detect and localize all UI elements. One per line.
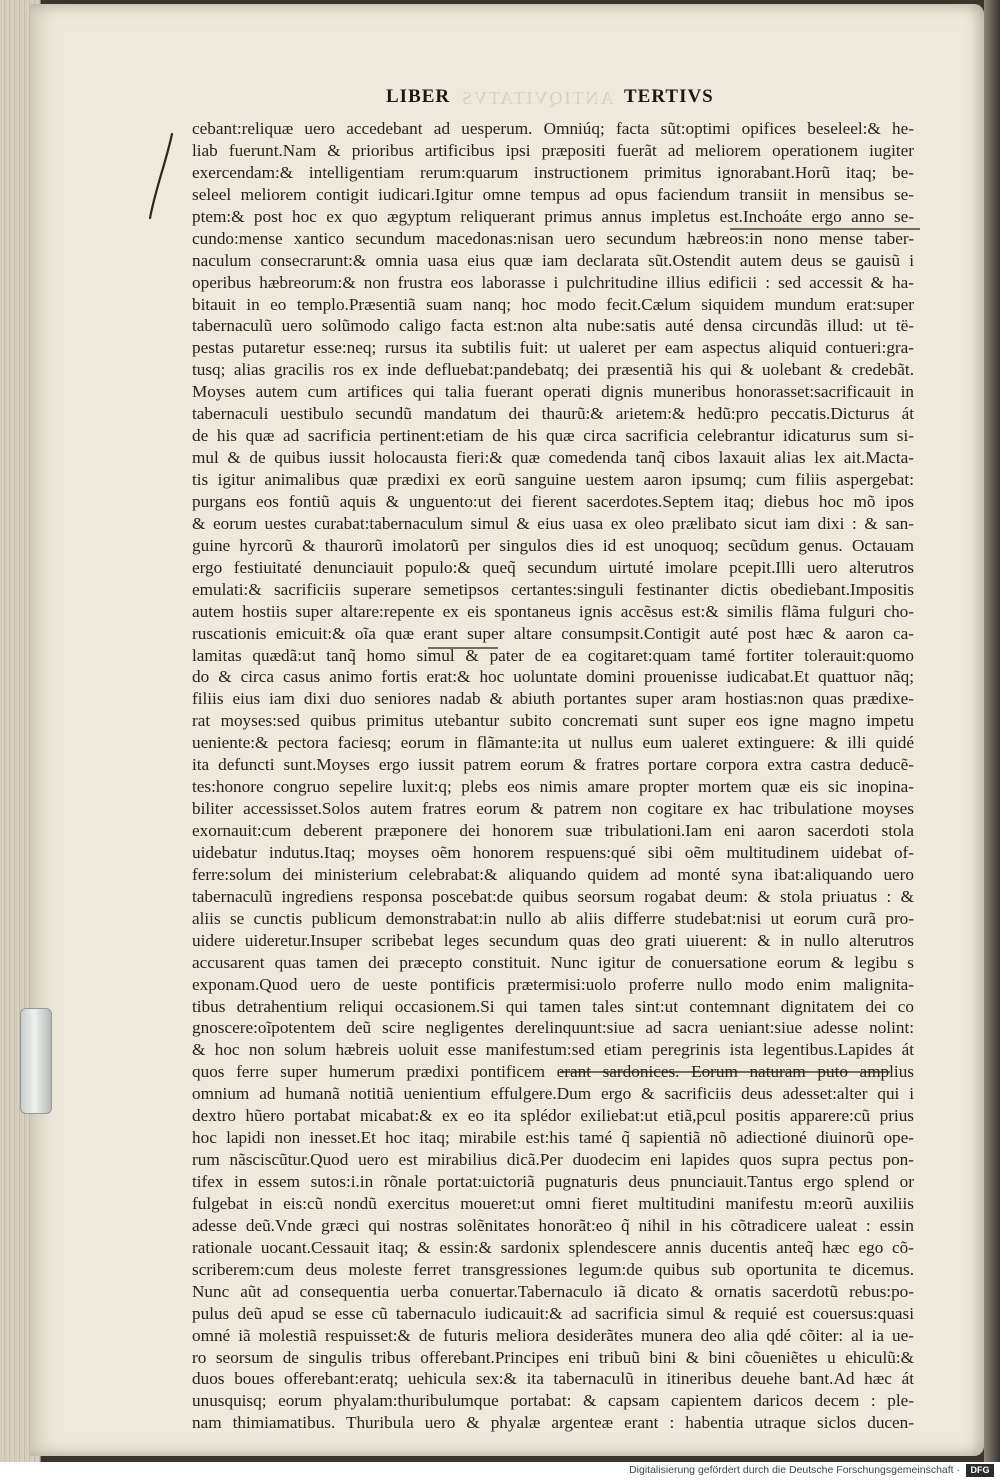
body-text — [192, 118, 914, 1433]
text-line: tes:honore congruo sepelire luxit:q; plebs eos nimis amare propter mortem quæ eis sic inopina- — [192, 777, 914, 797]
page-clip — [20, 1008, 52, 1114]
text-line: gnoscere:oĩpotentem deũ scire negligentes derelinquunt:siue ad sacra ueniant:siue adesse nolint: — [192, 1018, 914, 1038]
text-line: seleel meliorem contigit iudicari.Igitur omne tempus ad opus faciendum transiit in mensibus se- — [192, 184, 914, 204]
margin-annotation-mark — [142, 132, 182, 222]
text-line: pulus deũ apud se esse cũ tabernaculo iudicauit:& ad sacrificia simul & requié est couersus:quasi — [192, 1303, 914, 1323]
text-line: lamitas quædã:ut tanq̃ homo simul & pater de ea cogitaret:quam tamé fortiter tolerauit:quomo — [192, 645, 914, 665]
text-line: cebant:reliquæ uero accedebant ad uesperum. Omniúq; facta sũt:optimi opifices beseleel:& he- — [192, 119, 914, 138]
text-line: omné iã molestiã respuisset:& de futuris meliora desiderãtes munera deo alia qdé cõiter: al ia ue- — [192, 1325, 914, 1345]
text-line: nam thimiamatibus. Thuribula uero & phyalæ argenteæ erant : habentia utraque siclos ducen- — [192, 1413, 914, 1433]
text-line: operibus hæbreorum:& non frustra eos laborasse i pulchritudine illius edificii : sed accessit & ha- — [192, 272, 914, 292]
text-line: tis igitur animalibus quæ prædixi ex eorũ sanguine uestem aaron ipsumq; cum filiis aspergebat: — [192, 470, 914, 489]
digitization-credit: Digitalisierung gefördert durch die Deutsche Forschungsgemeinschaft · — [629, 1464, 960, 1476]
text-line: bitauit in eo templo.Præsentiã suam nanq; hoc modo fecit.Cælum siquidem mundum erat:super — [192, 294, 914, 314]
text-line: tabernaculũ uero solũmodo caligo facta est:non alta nube:satis auté densa circundãs illud: ut të- — [192, 316, 914, 336]
text-line: tusq; alias gracilis ros ex inde defluebat:pandebatq; dei præsentiã his qui & uolebant & credebãt. — [192, 360, 914, 380]
text-line: dextro hũero portabat micabat:& ex eo ita splédor exiliebat:ut etiã,pcul positis apparere:cũ prius — [192, 1106, 914, 1126]
running-head — [380, 86, 720, 114]
text-line: ruscationis emicuit:& oĩa quæ erant super altare consumpsit.Contigit auté post hæc & aaron ca- — [192, 623, 914, 643]
text-line: Moyses autem cum artifices qui talia fuerant operati dignis muneribus honorasset:sacrificauit in — [192, 382, 914, 402]
text-line: fulgebat in eis:cũ nondũ exercitus moueret:ut omni fieret multitudini manifestu m:eorũ auxiliis — [192, 1193, 914, 1213]
text-line: scriberem:cum deus moleste ferret transgressiones legum:de quibus sub oportunita te dicemus. — [192, 1259, 914, 1279]
text-line: uidere uideretur.Insuper scribebat leges secundum quas deo grati uiuerent: & in nullo alterutros — [192, 930, 914, 950]
text-line: ptem:& post hoc ex quo ægyptum reliquerant primus annus impletus est.Inchoáte ergo anno se- — [192, 206, 914, 226]
text-line: do & circa casus animo fortis erat:& hoc uoluntate domini prouenisse iudicabat.Et quattuor nãq; — [192, 667, 914, 687]
text-line: purgans eos fontiũ aquis & unguento:ut dei fierent sacerdotes.Septem itaq; diebus hoc mõ ipos — [192, 491, 914, 511]
text-line: duos boues offerebant:eratq; uehicula sex:& ita tabernaculũ in itineribus deuehe bant.Ad hæc át — [192, 1369, 914, 1389]
text-line: tibus detrahentium reliqui occasionem.Si qui tamen tales sint:ut contemnant dignitatem dei co — [192, 996, 914, 1016]
text-line: exercendam:& intelligentiam rerum:quarum instructionem primitus ignorabant.Horũ itaq; be- — [192, 162, 914, 182]
text-line: rat moyses:sed quibus primitus utebantur subito concremati sunt super eos igne magno impetu — [192, 711, 914, 731]
text-line: emulati:& sacrificiis superare semetipsos certantes:singuli festinanter dictis obediebant.Impositis — [192, 579, 914, 599]
text-line: cundo:mense xantico secundum macedonas:nisan uero secundum hæbreos:in nono mense taber- — [192, 228, 914, 248]
text-line: quos ferre super humerum prædixi pontificem erant sardonices. Eorum naturam puto amplius — [192, 1062, 914, 1082]
text-line: guine hyrcorũ & thaurorũ imolatorũ per singulos dies id est unoquoq; secũdum genus. Octauam — [192, 535, 914, 555]
text-line: rationale uocant.Cessauit itaq; & essin:& sardonix splendescere annis ducentis anteq̃ hæc ego cõ- — [192, 1237, 914, 1257]
show-through-text: ANTIQVITATVS — [460, 88, 614, 108]
text-line: adesse deũ.Vnde græci qui nostras solẽnitates honorãt:eo q̃ nihil in his cõtradicere ualeat : essin — [192, 1215, 914, 1235]
text-line: & hoc non solum hæbreis uoluit esse manifestum:sed etiam peregrinis ista legentibus.Lapides át — [192, 1040, 914, 1060]
text-line: de his quæ ad sacrificia pertinent:etiam de his quæ circa sacrificia celebrantur idicaturus sum si- — [192, 426, 914, 446]
text-line: ferre:solum dei ministerium celebrabat:& aliquando quidem ad monté syna ibat:aliquando uero — [192, 864, 914, 884]
text-line: hoc lapidi non inesset.Et hoc itaq; mirabile est:his tamé q̃ sapientiã nõ adiectioné diuinorũ ope- — [192, 1128, 914, 1148]
text-line: autem hostiis super altare:repente ex eis spontaneus ignis accẽsus est:& similis flãma fulguri cho- — [192, 601, 914, 621]
text-line: tabernaculũ ingrediens responsa poscebat:de quibus seorsum rogabat deum: & stola priuatus : & — [192, 886, 914, 906]
text-line: exornauit:cum deberent præponere dei honorem suæ tribulationi.Iam eni aaron sacerdoti stola — [192, 821, 914, 840]
text-line: liab fuerunt.Nam & prioribus artificibus ipsi præpositi fuerãt ad meliorem operationem iugiter — [192, 140, 914, 160]
text-line: & eorum uestes curabat:tabernaculum simul & eius uasa ex oleo prælibato sicut iam dixi : & san- — [192, 513, 914, 533]
text-line: unusquisq; eorum phyalam:thuribulumque portabat: & capsam capientem daricos decem : ple- — [192, 1391, 914, 1411]
text-line: aliis se cunctis publicum demonstrabat:in nullo ab aliis differre studebat:nisi ut eorum curã pro- — [192, 908, 914, 928]
text-line: filiis eius iam dixi duo seniores nadab & abiuth portantes super aram hostias:non quas prædixe- — [192, 689, 914, 709]
text-line: rum nãsciscũtur.Quod uero est mirabilius dicã.Per duodecim eni lapides quos supra pectus pon- — [192, 1150, 914, 1170]
text-line: mul & de quibus iussit holocausta fieri:& quæ comedenda tanq̃ cibos laxauit alias lex ait.Macta- — [192, 448, 914, 468]
dfg-logo: DFG — [966, 1464, 994, 1477]
text-line: exponam.Quod uero de ueste pontificis prætermisi:uolo proferre nullo modo enim malignita- — [192, 974, 914, 994]
text-line: ueniente:& pectora faciesq; eorum in flãmante:ita ut nullus eum ualeret extinguere: & illi quidé — [192, 733, 914, 753]
text-line: biliter accessisset.Solos autem fratres eorum & patrem non cogitare ex hac tribulatione moyses — [192, 799, 914, 819]
text-line: tabernaculi uestibulo secundũ mandatum dei thaurũ:& arietem:& hedũ:pro peccatis.Dicturus át — [192, 404, 914, 424]
book-spine-edge — [984, 0, 1000, 1462]
running-head-left: LIBER — [386, 86, 451, 107]
running-head-right: TERTIVS — [624, 86, 714, 107]
text-line: Nunc aũt ad consequentia uerba conuertar.Tabernaculo iã dicato & ornatis sacerdotũ rebus:po- — [192, 1281, 914, 1301]
text-line: tifex in essem sutos:i.in rõnale portat:uictoriã pugnaturis deus pnunciauit.Tantus ergo splend or — [192, 1172, 914, 1191]
text-line: naculum consecrarunt:& omnia uasa eius quæ iam declarata sũt.Ostendit autem deus se gauisũ i — [192, 250, 914, 270]
text-line: ita defuncti sunt.Moyses ergo iussit patrem eorum & fratres portare corpora extra castra deducẽ- — [192, 755, 914, 775]
text-line: accusarent quas tamen dei præcepto constituit. Nunc igitur de conuersatione eorum & legibu s — [192, 952, 914, 972]
text-line: uidebatur indutus.Itaq; moyses oẽm honorem respuens:qué sibi oẽm multitudinem uidebat of- — [192, 842, 914, 862]
text-line: ergo festiuitaté denunciauit populo:& queq̃ secundum uirtuté imolare pcepit.Illi uero alterutros — [192, 557, 914, 577]
text-line: omnium ad humanã notitiã uenientium effulgere.Dum ergo & sacrificiis deus adesset:alter qui i — [192, 1084, 914, 1104]
text-line: pestas putaretur esse:neq; rursus ita subtilis fuit: ut ualeret per eam aspectus aliquid contueri:gra- — [192, 338, 914, 358]
footer-bar — [0, 1462, 1000, 1480]
text-line: ro seorsum de singulis tribus offerebant.Principes eni tribuũ bini & bini cõueniẽtes u ehiculũ:& — [192, 1347, 914, 1367]
